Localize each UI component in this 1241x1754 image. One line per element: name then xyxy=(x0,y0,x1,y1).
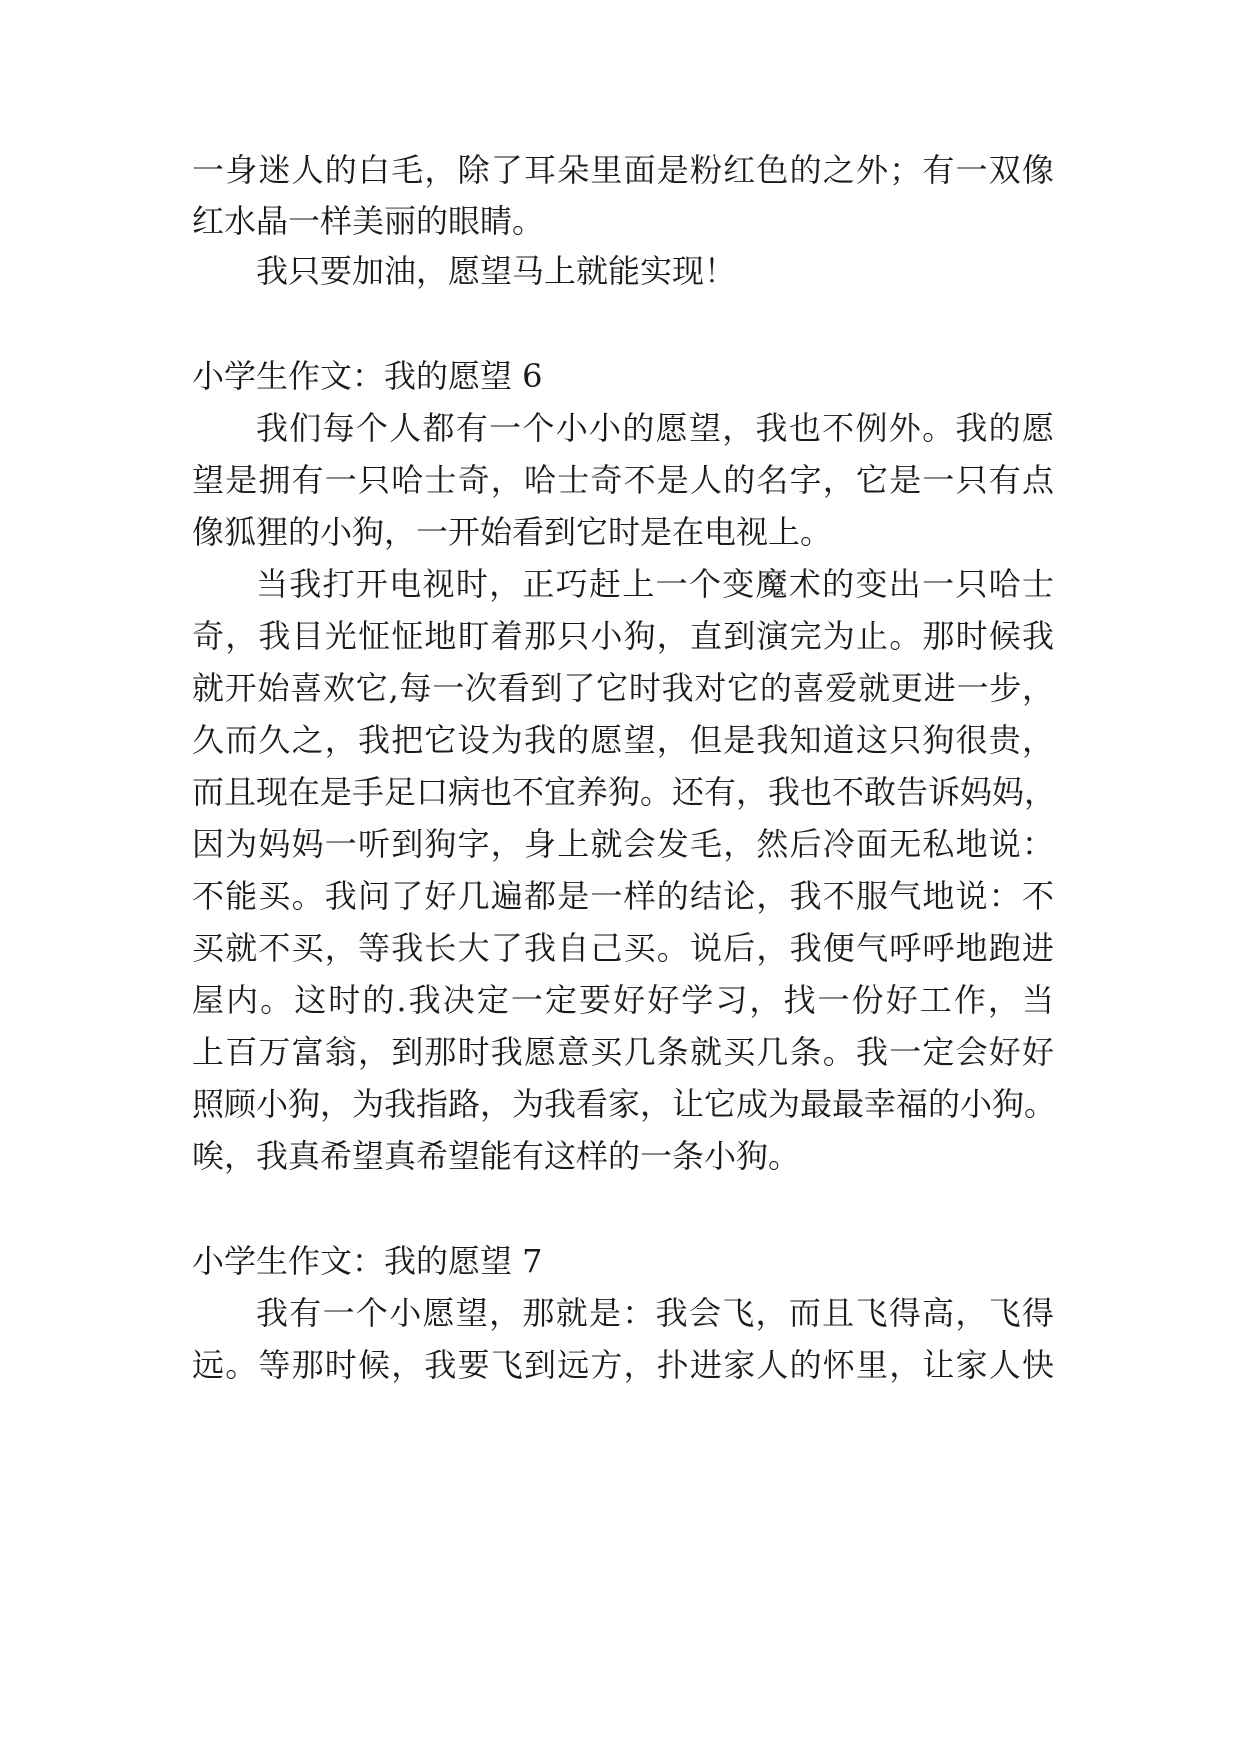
essay6-title: 小学生作文：我的愿望 6 xyxy=(192,357,543,395)
essay6-p2-line-11: 照顾小狗，为我指路，为我看家，让它成为最最幸福的小狗。 xyxy=(192,1085,1057,1123)
intro-line-1: 一身迷人的白毛，除了耳朵里面是粉红色的之外；有一双像 xyxy=(192,151,1054,189)
essay6-p1-line-1: 我们每个人都有一个小小的愿望，我也不例外。我的愿 xyxy=(256,409,1054,447)
essay6-p2-line-4: 久而久之，我把它设为我的愿望，但是我知道这只狗很贵， xyxy=(192,721,1054,759)
essay6-p2-line-10: 上百万富翁，到那时我愿意买几条就买几条。我一定会好好 xyxy=(192,1033,1054,1071)
essay7-title: 小学生作文：我的愿望 7 xyxy=(192,1242,543,1280)
essay7-p1-line-1: 我有一个小愿望，那就是：我会飞，而且飞得高，飞得 xyxy=(256,1294,1054,1332)
essay6-p2-line-7: 不能买。我问了好几遍都是一样的结论，我不服气地说：不 xyxy=(192,877,1054,915)
essay6-p1-line-3: 像狐狸的小狗，一开始看到它时是在电视上。 xyxy=(192,513,833,551)
intro-line-2: 红水晶一样美丽的眼睛。 xyxy=(192,202,545,240)
essay6-p2-line-2: 奇，我目光怔怔地盯着那只小狗，直到演完为止。那时候我 xyxy=(192,617,1054,655)
essay6-p2-line-5: 而且现在是手足口病也不宜养狗。还有，我也不敢告诉妈妈， xyxy=(192,773,1057,811)
essay6-p2-line-6: 因为妈妈一听到狗字，身上就会发毛，然后冷面无私地说： xyxy=(192,825,1054,863)
essay6-p2-line-3: 就开始喜欢它,每一次看到了它时我对它的喜爱就更进一步， xyxy=(192,669,1054,707)
essay6-p2-line-9: 屋内。这时的.我决定一定要好好学习，找一份好工作，当 xyxy=(192,981,1054,1019)
essay6-p2-line-12: 唉，我真希望真希望能有这样的一条小狗。 xyxy=(192,1137,801,1175)
essay6-p2-line-8: 买就不买，等我长大了我自己买。说后，我便气呼呼地跑进 xyxy=(192,929,1054,967)
intro-closing: 我只要加油，愿望马上就能实现！ xyxy=(256,252,737,290)
essay7-p1-line-2: 远。等那时候，我要飞到远方，扑进家人的怀里，让家人快 xyxy=(192,1346,1054,1384)
essay6-p1-line-2: 望是拥有一只哈士奇，哈士奇不是人的名字，它是一只有点 xyxy=(192,461,1054,499)
essay6-p2-line-1: 当我打开电视时，正巧赶上一个变魔术的变出一只哈士 xyxy=(256,565,1054,603)
